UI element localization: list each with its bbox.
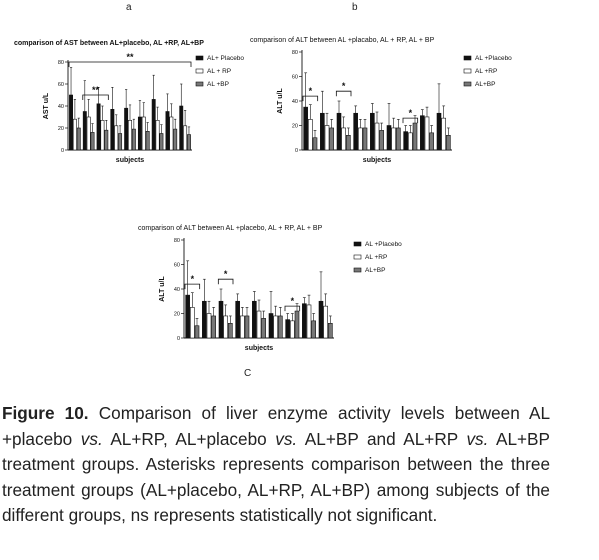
bar-0-5 (138, 117, 141, 150)
legend-swatch-1 (354, 255, 361, 259)
bar-1-5 (392, 128, 396, 150)
bar-2-7 (430, 133, 434, 150)
bar-1-5 (274, 316, 278, 338)
bar-0-8 (180, 106, 183, 150)
bar-2-4 (132, 129, 135, 150)
significance-bracket (336, 91, 351, 96)
y-tick-label: 80 (57, 60, 64, 66)
bar-2-3 (245, 316, 249, 338)
bar-1-5 (142, 117, 145, 150)
bar-0-4 (124, 108, 127, 150)
y-axis-label: AST u/L (43, 92, 50, 120)
bar-0-1 (320, 113, 324, 150)
y-axis-label: ALT u/L (159, 276, 166, 302)
bar-0-2 (97, 104, 100, 150)
y-tick-label: 40 (291, 99, 298, 105)
chart-svg (250, 32, 550, 172)
bar-0-3 (111, 109, 114, 150)
caption-segment: vs. (466, 428, 489, 449)
bar-1-3 (240, 316, 244, 338)
bar-0-2 (219, 301, 223, 338)
bar-2-6 (413, 123, 417, 150)
bar-1-4 (257, 311, 261, 338)
bar-1-6 (290, 321, 294, 338)
legend-swatch-2 (196, 82, 203, 86)
figure-caption (2, 401, 550, 529)
bar-2-5 (278, 316, 282, 338)
significance-marker: ** (126, 52, 134, 62)
bar-0-5 (269, 314, 273, 339)
bar-1-7 (425, 117, 429, 150)
significance-bracket (69, 62, 191, 67)
y-tick-label: 0 (294, 148, 298, 154)
bar-0-6 (404, 132, 408, 150)
bar-0-0 (69, 95, 72, 150)
bar-0-0 (304, 107, 308, 150)
bar-2-7 (174, 129, 177, 150)
x-axis-label: subjects (244, 345, 274, 352)
legend-label-2: AL +BP (207, 81, 229, 88)
significance-marker: * (190, 274, 195, 285)
legend-swatch-2 (464, 82, 471, 86)
bar-2-6 (160, 134, 163, 151)
y-tick-label: 20 (291, 123, 298, 130)
caption-segment: AL+BP treatment groups. Asterisks represents comparison between the three treatment groups (AL+placebo, AL+RP, AL+BP) among subjects of the different groups, ns represents statistically not significant. (2, 428, 550, 525)
caption-segment: Comparison of liver enzyme activity levels between AL +placebo (2, 403, 551, 449)
bar-0-6 (286, 320, 290, 338)
legend-swatch-1 (464, 69, 471, 73)
chart-svg (132, 220, 432, 360)
legend-swatch-0 (464, 56, 471, 60)
legend-label-2: AL+BP (475, 81, 496, 88)
y-tick-label: 20 (173, 311, 180, 318)
bar-0-3 (236, 301, 240, 338)
bar-0-4 (370, 113, 374, 150)
significance-marker: * (290, 296, 295, 307)
bar-1-4 (375, 123, 379, 150)
bar-2-1 (330, 128, 334, 150)
y-axis-label: ALT u/L (277, 88, 284, 114)
significance-bracket (285, 306, 300, 311)
legend-label-0: AL +Placebo (365, 241, 402, 248)
y-tick-label: 0 (60, 148, 64, 154)
significance-marker: ** (92, 85, 100, 95)
caption-segment: vs. (80, 428, 103, 449)
significance-marker: * (223, 269, 228, 280)
y-tick-label: 40 (173, 287, 180, 293)
chart-svg (14, 32, 245, 172)
bar-2-0 (77, 128, 80, 150)
bar-0-3 (354, 113, 358, 150)
panel-letter-b: b (352, 2, 358, 13)
bar-2-1 (91, 132, 94, 150)
chart-ast (14, 32, 245, 172)
legend-label-0: AL+ Placebo (207, 55, 245, 62)
bar-2-2 (346, 135, 350, 150)
caption-segment: AL+RP, AL+placebo (102, 428, 276, 449)
bar-2-7 (312, 321, 316, 338)
bar-1-6 (408, 133, 412, 150)
legend-label-1: AL +RP (475, 68, 498, 75)
bar-2-1 (212, 316, 216, 338)
bar-1-8 (324, 306, 328, 338)
y-tick-label: 0 (176, 336, 180, 342)
y-tick-label: 80 (291, 50, 298, 56)
bar-1-6 (156, 120, 159, 150)
bar-1-3 (115, 126, 118, 150)
significance-marker: * (341, 81, 346, 92)
x-axis-label: subjects (115, 157, 145, 164)
y-tick-label: 60 (173, 262, 180, 269)
bar-1-0 (190, 307, 194, 338)
bar-2-3 (363, 128, 367, 150)
bar-0-2 (337, 113, 341, 150)
y-tick-label: 20 (57, 126, 64, 132)
bar-0-7 (166, 112, 169, 151)
bar-2-8 (328, 323, 332, 338)
bar-1-2 (342, 128, 346, 150)
panel-letter-a: a (126, 2, 132, 13)
bar-0-7 (420, 116, 424, 150)
bar-2-2 (228, 323, 232, 338)
significance-bracket (83, 95, 109, 100)
bar-0-1 (202, 301, 206, 338)
significance-bracket (218, 279, 233, 284)
bar-2-2 (105, 130, 108, 150)
bar-0-8 (437, 113, 441, 150)
legend-swatch-2 (354, 268, 361, 272)
bar-1-7 (170, 117, 173, 150)
significance-bracket (185, 284, 200, 289)
bar-0-4 (252, 301, 256, 338)
chart-title: comparison of AST between AL+placebo, AL +RP, AL+BP (14, 40, 204, 47)
chart-alt-b (250, 32, 550, 172)
bar-1-2 (224, 316, 228, 338)
bar-1-0 (308, 119, 312, 150)
significance-bracket (303, 96, 318, 101)
chart-title: comparison of ALT between AL +placabo, AL + RP, AL + BP (250, 37, 435, 44)
bar-1-3 (358, 128, 362, 150)
y-tick-label: 60 (291, 74, 298, 81)
bar-1-0 (73, 119, 76, 150)
x-axis-label: subjects (362, 157, 392, 164)
chart-title: comparison of ALT between AL +placebo, AL + RP, AL + BP (138, 225, 323, 232)
legend-swatch-1 (196, 69, 203, 73)
bar-2-6 (295, 311, 299, 338)
legend-label-0: AL +Placebo (475, 55, 512, 62)
bar-0-1 (83, 112, 86, 151)
bar-1-1 (207, 314, 211, 339)
caption-title: Figure 10. (2, 403, 89, 423)
y-tick-label: 80 (173, 238, 180, 244)
bar-1-1 (325, 126, 329, 151)
bar-1-8 (183, 126, 186, 150)
bar-1-7 (307, 305, 311, 338)
bar-1-2 (101, 120, 104, 150)
legend-swatch-0 (354, 242, 361, 246)
legend-label-1: AL +RP (365, 254, 388, 261)
caption-segment: vs. (275, 428, 298, 449)
legend-label-1: AL + RP (207, 68, 232, 75)
y-tick-label: 60 (57, 82, 64, 88)
bar-0-6 (152, 99, 155, 150)
chart-alt-c (132, 220, 432, 360)
bar-0-5 (387, 126, 391, 151)
bar-0-8 (319, 301, 323, 338)
significance-marker: * (308, 86, 313, 97)
bar-0-0 (186, 295, 190, 338)
bar-1-8 (442, 118, 446, 150)
bar-2-4 (380, 130, 384, 150)
bar-2-5 (146, 131, 149, 150)
legend-swatch-0 (196, 56, 203, 60)
bar-2-4 (262, 318, 266, 338)
bar-0-7 (302, 304, 306, 338)
bar-2-3 (118, 134, 121, 151)
bar-1-4 (128, 120, 131, 150)
y-tick-label: 40 (57, 104, 64, 110)
caption-segment: AL+BP and AL+RP (297, 428, 467, 449)
bar-1-1 (87, 117, 90, 150)
bar-2-5 (396, 128, 400, 150)
legend-label-2: AL+BP (365, 267, 386, 274)
significance-marker: * (408, 108, 413, 119)
significance-bracket (403, 118, 418, 123)
bar-2-0 (195, 326, 199, 338)
bar-2-8 (187, 135, 190, 150)
bar-2-8 (446, 135, 450, 150)
bar-2-0 (313, 138, 317, 150)
panel-letter-c: C (244, 368, 252, 379)
